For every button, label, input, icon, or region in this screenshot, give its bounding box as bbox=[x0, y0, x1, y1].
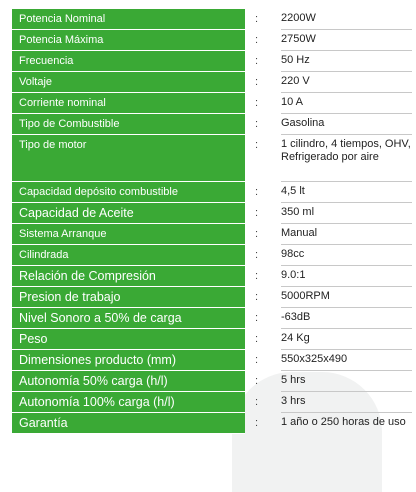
table-row bbox=[12, 114, 412, 135]
spec-separator: : bbox=[255, 34, 259, 46]
table-row bbox=[12, 203, 412, 224]
table-row bbox=[12, 413, 412, 434]
spec-label: Potencia Máxima bbox=[12, 30, 245, 51]
spec-label: Nivel Sonoro a 50% de carga bbox=[12, 308, 245, 329]
spec-separator: : bbox=[255, 13, 259, 25]
spec-separator: : bbox=[255, 270, 259, 282]
spec-value: 5000RPM bbox=[281, 287, 412, 308]
spec-value: 1 cilindro, 4 tiempos, OHV, Refrigerado por aire bbox=[281, 135, 412, 182]
spec-label: Tipo de Combustible bbox=[12, 114, 245, 135]
spec-label: Relación de Compresión bbox=[12, 266, 245, 287]
spec-label: Frecuencia bbox=[12, 51, 245, 72]
spec-value: 3 hrs bbox=[281, 392, 412, 413]
table-row bbox=[12, 30, 412, 51]
spec-separator: : bbox=[255, 55, 259, 67]
spec-label: Voltaje bbox=[12, 72, 245, 93]
table-row bbox=[12, 224, 412, 245]
spec-value: -63dB bbox=[281, 308, 412, 329]
spec-label: Dimensiones producto (mm) bbox=[12, 350, 245, 371]
spec-separator: : bbox=[255, 139, 259, 151]
table-row bbox=[12, 135, 412, 182]
spec-value: 50 Hz bbox=[281, 51, 412, 72]
table-row bbox=[12, 9, 412, 30]
spec-value: Gasolina bbox=[281, 114, 412, 135]
table-row bbox=[12, 182, 412, 203]
spec-separator: : bbox=[255, 291, 259, 303]
spec-value: 1 año o 250 horas de uso bbox=[281, 416, 406, 428]
spec-value: 9.0:1 bbox=[281, 266, 412, 287]
table-row bbox=[12, 72, 412, 93]
table-row bbox=[12, 350, 412, 371]
spec-separator: : bbox=[255, 186, 259, 198]
spec-value: 2200W bbox=[281, 9, 412, 30]
table-row bbox=[12, 93, 412, 114]
spec-separator: : bbox=[255, 118, 259, 130]
spec-separator: : bbox=[255, 207, 259, 219]
spec-value: 10 A bbox=[281, 93, 412, 114]
spec-value: 4,5 lt bbox=[281, 182, 412, 203]
spec-label: Cilindrada bbox=[12, 245, 245, 266]
spec-value: 550x325x490 bbox=[281, 350, 412, 371]
spec-table bbox=[12, 9, 412, 434]
spec-label: Capacidad de Aceite bbox=[12, 203, 245, 224]
spec-separator: : bbox=[255, 396, 259, 408]
table-row bbox=[12, 371, 412, 392]
spec-value: 2750W bbox=[281, 30, 412, 51]
table-row bbox=[12, 308, 412, 329]
spec-separator: : bbox=[255, 312, 259, 324]
spec-label: Tipo de motor bbox=[12, 135, 245, 182]
spec-value: 350 ml bbox=[281, 203, 412, 224]
table-row bbox=[12, 245, 412, 266]
spec-label: Capacidad depósito combustible bbox=[12, 182, 245, 203]
spec-label: Peso bbox=[12, 329, 245, 350]
spec-separator: : bbox=[255, 354, 259, 366]
spec-label: Corriente nominal bbox=[12, 93, 245, 114]
spec-separator: : bbox=[255, 228, 259, 240]
table-row bbox=[12, 392, 412, 413]
spec-separator: : bbox=[255, 375, 259, 387]
spec-value: 5 hrs bbox=[281, 371, 412, 392]
table-row bbox=[12, 51, 412, 72]
table-row bbox=[12, 329, 412, 350]
spec-label: Sistema Arranque bbox=[12, 224, 245, 245]
spec-value: Manual bbox=[281, 224, 412, 245]
spec-label: Garantía bbox=[12, 413, 245, 434]
spec-separator: : bbox=[255, 417, 259, 429]
spec-value: 220 V bbox=[281, 72, 412, 93]
spec-separator: : bbox=[255, 76, 259, 88]
spec-label: Autonomía 100% carga (h/l) bbox=[12, 392, 245, 413]
spec-label: Presion de trabajo bbox=[12, 287, 245, 308]
spec-value: 24 Kg bbox=[281, 329, 412, 350]
table-row bbox=[12, 287, 412, 308]
spec-label: Autonomía 50% carga (h/l) bbox=[12, 371, 245, 392]
spec-separator: : bbox=[255, 333, 259, 345]
spec-separator: : bbox=[255, 97, 259, 109]
spec-value: 98cc bbox=[281, 245, 412, 266]
spec-label: Potencia Nominal bbox=[12, 9, 245, 30]
spec-separator: : bbox=[255, 249, 259, 261]
table-row bbox=[12, 266, 412, 287]
